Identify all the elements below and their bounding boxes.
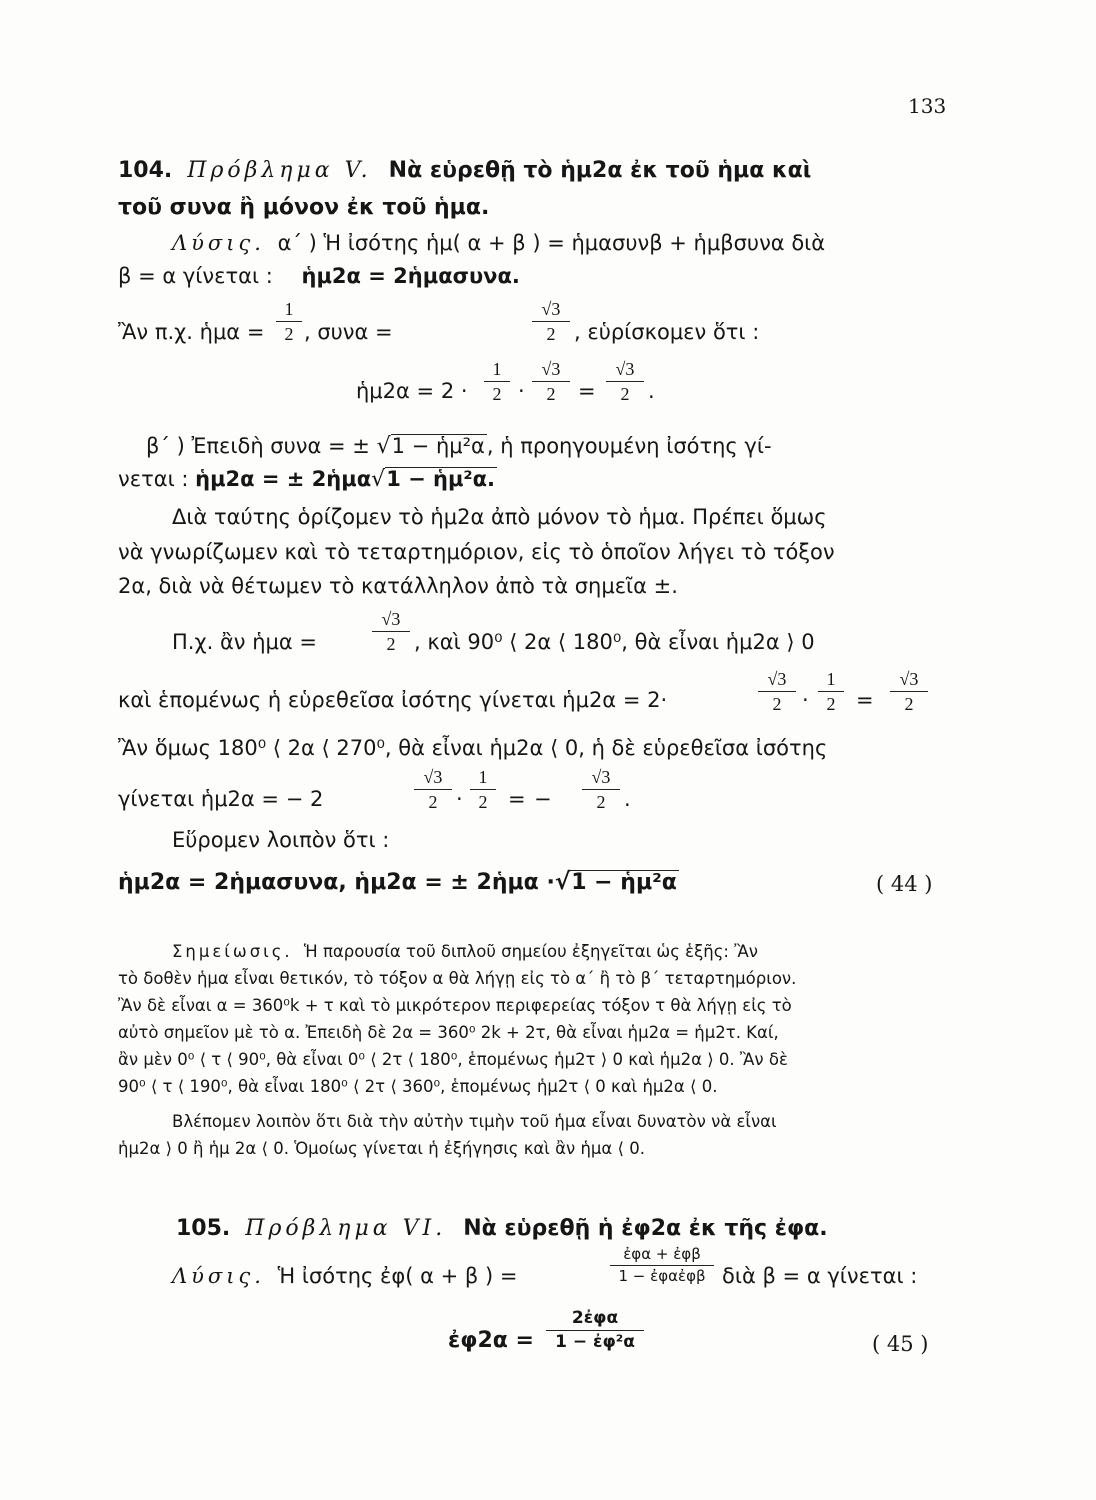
solution-part-b-result: [118, 467, 497, 491]
signed-formula: ἡμ2α = ± 2ἡμα: [195, 467, 372, 491]
example-text-a: Ἂν π.χ. ἡμα =: [118, 320, 265, 344]
example-text-c: , εὑρίσκομεν ὅτι :: [574, 320, 760, 344]
sqrt-icon: √: [371, 467, 386, 492]
denominator: 2: [826, 694, 836, 714]
numerator: √3: [532, 360, 570, 382]
fraction-root3-half: [372, 610, 410, 653]
fraction-root3-half: [532, 360, 570, 403]
sqrt-icon: √: [554, 869, 571, 895]
page-number: 133: [908, 94, 947, 118]
problem-104-number: 104.: [118, 158, 173, 183]
example-text-b: , συνα =: [304, 320, 393, 344]
fraction-one-half: [276, 300, 302, 343]
numerator: √3: [372, 610, 410, 632]
negative-case-text: γίνεται ἡμ2α = − 2: [118, 787, 324, 811]
solution-part-b: [146, 434, 772, 458]
double-angle-formula: ἡμ2α = 2ἡμασυνα.: [301, 264, 520, 288]
denominator: 1 − ἐφ²α: [555, 1332, 635, 1352]
lysis-label: Λύσις.: [172, 231, 265, 255]
note-text: Ἡ παρουσία τοῦ διπλοῦ σημείου ἐξηγεῖται ὡς ἑξῆς: Ἂν: [303, 942, 758, 961]
numerator: √3: [582, 768, 620, 790]
numerator: 1: [470, 768, 496, 790]
fraction-one-half: [470, 768, 496, 811]
problem-105-line-1: [172, 1266, 517, 1287]
solution-line-1: [172, 233, 825, 254]
denominator: 2: [492, 384, 502, 404]
equation-number-45: ( 45 ): [872, 1332, 929, 1356]
sqrt-icon: √: [376, 434, 391, 459]
solution-line-2: [118, 266, 520, 287]
numerator: ἐφα + ἐφβ: [610, 1247, 714, 1266]
numerator: 1: [818, 670, 844, 692]
formula-45-lhs: ἐφ2α =: [448, 1328, 534, 1353]
dot-operator: ·: [518, 379, 525, 403]
denominator: 2: [428, 792, 438, 812]
minus-sign: −: [534, 787, 552, 811]
formula-45-fraction: [546, 1310, 644, 1351]
formula-44-text: ἡμ2α = 2ἡμασυνα, ἡμ2α = ± 2ἡμα ·: [118, 870, 555, 895]
denominator: 1 − ἐφαἐφβ: [618, 1267, 706, 1285]
problem-105-heading: [176, 1218, 828, 1240]
denominator: 2: [546, 324, 556, 344]
denominator: 2: [772, 694, 782, 714]
paragraph-line: Διὰ ταύτης ὁρίζομεν τὸ ἡμ2α ἀπὸ μόνον τὸ ἡμα. Πρέπει ὅμως: [172, 505, 827, 529]
equals-sign: =: [856, 688, 874, 712]
fraction-root3-half: [582, 768, 620, 811]
problem-105-label: Πρόβλημα VI.: [245, 1216, 447, 1241]
problem-104-heading: [118, 160, 811, 182]
equals-sign: =: [578, 379, 596, 403]
radicand: 1 − ἡμ²α: [571, 870, 677, 895]
period: .: [648, 379, 655, 403]
denominator: 2: [386, 634, 396, 654]
equals-sign: =: [508, 787, 526, 811]
numerator: √3: [606, 360, 644, 382]
note-line: Ἂν δὲ εἶναι α = 360⁰k + τ καὶ τὸ μικρότερον περιφερείας τόξον τ θὰ λήγῃ εἰς τὸ: [118, 996, 792, 1015]
numerator: 1: [484, 360, 510, 382]
note-line: Βλέπομεν λοιπὸν ὅτι διὰ τὴν αὐτὴν τιμὴν τοῦ ἡμα εἶναι δυνατὸν νὰ εἶναι: [172, 1112, 777, 1131]
formula-44: [118, 870, 679, 894]
substitution-text: β = α γίνεται :: [118, 264, 273, 288]
example-2-text-b: , καὶ 90⁰ ⟨ 2α ⟨ 180⁰, θὰ εἶναι ἡμ2α ⟩ 0: [414, 630, 815, 654]
tangent-identity-tail: διὰ β = α γίνεται :: [722, 1264, 918, 1288]
note-line: ἡμ2α ⟩ 0 ἢ ἡμ 2α ⟨ 0. Ὁμοίως γίνεται ἡ ἐξήγησις καὶ ἂν ἡμα ⟨ 0.: [118, 1139, 645, 1158]
identity-text: α΄ ) Ἡ ἰσότης ἡμ( α + β ) = ἡμασυνβ + ἡμβσυνα διὰ: [277, 231, 826, 255]
problem-105-number: 105.: [176, 1216, 231, 1241]
numerator: √3: [890, 670, 928, 692]
denominator: 2: [620, 384, 630, 404]
numerator: √3: [414, 768, 452, 790]
note-label: Σημείωσις.: [172, 942, 293, 961]
period: .: [624, 787, 631, 811]
example-2-text-a: Π.χ. ἂν ἡμα =: [172, 630, 317, 654]
numerator: √3: [758, 670, 796, 692]
problem-104-title: Νὰ εὑρεθῇ τὸ ἡμ2α ἐκ τοῦ ἡμα καὶ: [388, 158, 812, 183]
fraction-root3-half: [758, 670, 796, 713]
fraction-one-half: [818, 670, 844, 713]
note-line: ἂν μὲν 0⁰ ⟨ τ ⟨ 90⁰, θὰ εἶναι 0⁰ ⟨ 2τ ⟨ 180⁰, ἑπομένως ἡμ2τ ⟩ 0 καὶ ἡμ2α ⟩ 0. Ἂν δὲ: [118, 1050, 788, 1069]
part-b-text-cont: , ἡ προηγουμένη ἰσότης γί-: [486, 434, 772, 458]
tangent-identity-text: Ἡ ἰσότης ἐφ( α + β ) =: [277, 1264, 518, 1288]
paragraph-line: νὰ γνωρίζωμεν καὶ τὸ τεταρτημόριον, εἰς τὸ ὁποῖον λήγει τὸ τόξον: [118, 540, 835, 564]
problem-104-label: Πρόβλημα V.: [187, 158, 372, 183]
fraction-root3-half: [606, 360, 644, 403]
radicand: 1 − ἡμ²α: [391, 434, 485, 458]
fraction-root3-half: [414, 768, 452, 811]
note-line: τὸ δοθὲν ἡμα εἶναι θετικόν, τὸ τόξον α θὰ λήγῃ εἰς τὸ α΄ ἢ τὸ β΄ τεταρτημόριον.: [118, 969, 797, 988]
denominator: 2: [596, 792, 606, 812]
lysis-label: Λύσις.: [172, 1264, 265, 1288]
note-line: 90⁰ ⟨ τ ⟨ 190⁰, θὰ εἶναι 180⁰ ⟨ 2τ ⟨ 360⁰, ἑπομένως ἡμ2τ ⟨ 0 καὶ ἡμ2α ⟨ 0.: [118, 1077, 718, 1096]
fraction-one-half: [484, 360, 510, 403]
denominator: 2: [478, 792, 488, 812]
dot-operator: ·: [456, 787, 463, 811]
numerator: 2ἐφα: [546, 1310, 644, 1331]
note-line-1: [172, 944, 758, 961]
denominator: 2: [546, 384, 556, 404]
radicand: 1 − ἡμ²α.: [386, 467, 496, 491]
note-line: αὐτὸ σημεῖον μὲ τὸ α. Ἐπειδὴ δὲ 2α = 360⁰ 2k + 2τ, θὰ εἶναι ἡμ2α = ἡμ2τ. Καί,: [118, 1023, 779, 1042]
paragraph-line: 2α, διὰ νὰ θέτωμεν τὸ κατάλληλον ἀπὸ τὰ σημεῖα ±.: [118, 574, 678, 598]
part-b-result-lead: νεται :: [118, 467, 189, 491]
fraction-root3-half: [890, 670, 928, 713]
denominator: 2: [284, 324, 294, 344]
consequence-text: καὶ ἑπομένως ἡ εὑρεθεῖσα ἰσότης γίνεται ἡμ2α = 2·: [118, 688, 668, 712]
conclusion-lead: Εὕρομεν λοιπὸν ὅτι :: [172, 828, 390, 852]
tangent-sum-fraction: [610, 1247, 714, 1284]
problem-104-title-cont: τοῦ συνα ἢ μόνον ἐκ τοῦ ἡμα.: [118, 195, 490, 220]
fraction-root3-half: [532, 300, 570, 343]
equation-number-44: ( 44 ): [876, 872, 933, 896]
problem-105-title: Νὰ εὑρεθῇ ἡ ἐφ2α ἐκ τῆς ἐφα.: [463, 1216, 828, 1241]
numerator: √3: [532, 300, 570, 322]
denominator: 2: [904, 694, 914, 714]
dot-operator: ·: [802, 688, 809, 712]
paragraph-line: Ἂν ὅμως 180⁰ ⟨ 2α ⟨ 270⁰, θὰ εἶναι ἡμ2α ⟨ 0, ἡ δὲ εὑρεθεῖσα ἰσότης: [118, 736, 828, 760]
part-b-text: β΄ ) Ἐπειδὴ συνα = ±: [146, 434, 370, 458]
numerator: 1: [276, 300, 302, 322]
calc-text: ἡμ2α = 2 ·: [356, 379, 468, 403]
